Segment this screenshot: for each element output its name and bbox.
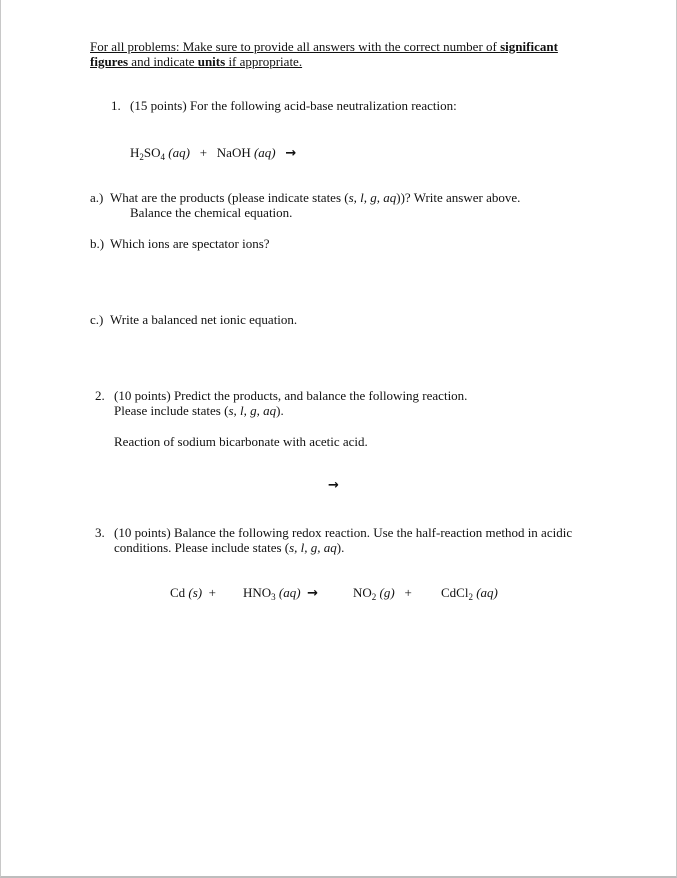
q3-no: NO xyxy=(353,585,372,600)
instructions-significant: significant xyxy=(500,39,558,54)
q1a-line2: Balance the chemical equation. xyxy=(130,205,293,220)
q3-number: 3. xyxy=(95,525,105,540)
q1-text: (15 points) For the following acid-base neutralization reaction: xyxy=(130,98,457,113)
q3-cdcl-state: (aq) xyxy=(476,585,498,600)
q3-plus-1: + xyxy=(208,585,216,600)
q2-line2 xyxy=(114,403,284,418)
q3-line2-b: ). xyxy=(336,540,345,555)
instructions-line-2 xyxy=(90,54,302,69)
q3-hno-sub: 3 xyxy=(271,592,276,602)
q3-text: (10 points) Balance the following redox reaction. Use the half-reaction method in acidic xyxy=(114,525,573,540)
instructions-line-1 xyxy=(90,39,558,54)
q2-reaction: Reaction of sodium bicarbonate with acetic acid. xyxy=(114,434,368,449)
q3-cd: Cd xyxy=(170,585,186,600)
q3-reactant-cd xyxy=(170,585,216,600)
q1a-text-2: ))? Write answer above. xyxy=(396,190,521,205)
q3-states: s, l, g, aq xyxy=(289,540,337,555)
q3-hno-state: (aq) xyxy=(278,585,301,600)
q1a-text xyxy=(110,190,520,205)
instructions-text-1: For all problems: Make sure to provide all answers with the correct number of xyxy=(90,39,501,54)
q1-h: H xyxy=(130,145,140,160)
q1-h-sub: 2 xyxy=(139,152,144,162)
q1-equation xyxy=(130,145,296,161)
q1a-text-1: What are the products (please indicate states ( xyxy=(110,190,349,205)
q1-so-sub: 4 xyxy=(160,152,166,162)
q1a-states: s, l, g, aq xyxy=(348,190,397,205)
q2-line2-b: ). xyxy=(276,403,284,418)
q2-line2-a: Please include states ( xyxy=(114,403,229,418)
q3-cdcl-sub: 2 xyxy=(468,592,473,602)
q2-reaction-arrow: → xyxy=(328,478,339,493)
instructions-text-3: if appropriate. xyxy=(225,54,303,69)
q1-reaction-arrow: → xyxy=(285,146,297,161)
q3-reactant-hno3 xyxy=(243,585,318,601)
q1b-text: Which ions are spectator ions? xyxy=(110,236,270,251)
q1-r1-state: (aq) xyxy=(168,145,190,160)
q1-r2-state: (aq) xyxy=(253,145,276,160)
instructions-figures: figures xyxy=(90,54,129,69)
q3-line2 xyxy=(114,540,344,555)
q2-text: (10 points) Predict the products, and balance the following reaction. xyxy=(114,388,468,403)
q1c-text: Write a balanced net ionic equation. xyxy=(110,312,298,327)
q1c-label: c.) xyxy=(90,312,104,327)
q1-plus: + xyxy=(199,145,208,160)
q2-states: s, l, g, aq xyxy=(228,403,277,418)
q1-number: 1. xyxy=(111,98,121,113)
q3-no-sub: 2 xyxy=(371,592,377,602)
q3-no-state: (g) xyxy=(379,585,395,600)
q3-reaction-arrow: → xyxy=(307,586,318,601)
q1a-label: a.) xyxy=(90,190,104,205)
q1-naoh: NaOH xyxy=(216,145,251,160)
q3-cdcl: CdCl xyxy=(441,585,469,600)
q3-product-no2 xyxy=(353,585,412,600)
instructions-units: units xyxy=(197,54,226,69)
instructions-text-2: and indicate xyxy=(128,54,198,69)
q1b-label: b.) xyxy=(90,236,105,251)
q2-number: 2. xyxy=(95,388,105,403)
q3-line2-a: conditions. Please include states ( xyxy=(114,540,290,555)
q3-cd-state: (s) xyxy=(188,585,203,600)
q3-hno: HNO xyxy=(243,585,272,600)
q3-plus-2: + xyxy=(404,585,412,600)
q3-product-cdcl2 xyxy=(441,585,498,600)
q1-so: SO xyxy=(143,145,161,160)
